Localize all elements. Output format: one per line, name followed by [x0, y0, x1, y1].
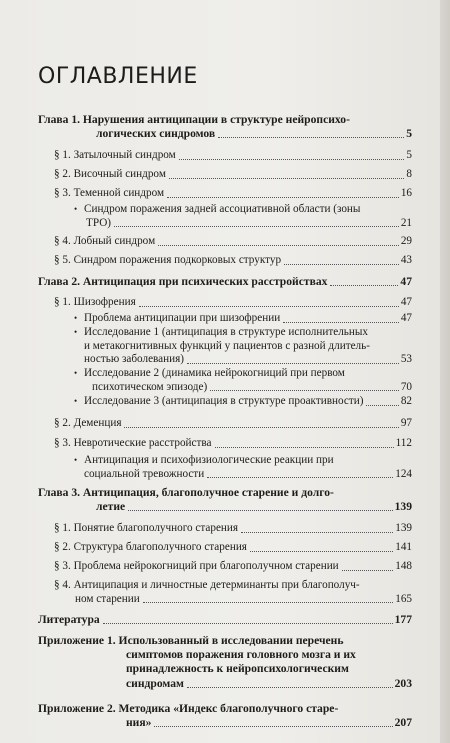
page-number: 139: [395, 522, 412, 534]
toc-entry-subsection[interactable]: [84, 326, 412, 367]
dot-leader: [114, 226, 399, 227]
toc-entry-subsection[interactable]: [84, 454, 412, 481]
entry-label: Глава 2. Антиципация при психических расстройствах: [38, 275, 328, 288]
toc-title: ОГЛАВЛЕНИЕ: [38, 64, 198, 89]
page-number: 8: [406, 168, 412, 180]
dot-leader: [179, 159, 405, 160]
dot-leader: [124, 427, 398, 428]
entry-label: § 3. Теменной синдром: [54, 187, 165, 199]
entry-label: § 1. Понятие благополучного старения: [54, 522, 239, 534]
entry-text-line: социальной тревожности: [84, 467, 205, 480]
page-number: 29: [400, 235, 412, 247]
entry-label: Литература: [38, 613, 100, 626]
entry-text-line: принадлежность к нейропсихологическим: [126, 662, 349, 676]
entry-text-line: ном старении: [75, 592, 140, 605]
page-number: 139: [394, 500, 412, 514]
dot-leader: [169, 178, 405, 179]
dot-leader: [210, 390, 399, 391]
entry-label: Исследование 3 (антиципация в структуре проактивности): [84, 395, 364, 407]
page-number: 47: [400, 312, 412, 324]
entry-text-line: летие: [96, 500, 126, 514]
page-number: 16: [400, 187, 412, 199]
dot-leader: [139, 306, 399, 307]
entry-label: § 5. Синдром поражения подкорковых структур: [54, 254, 282, 266]
toc-entry-section[interactable]: [54, 417, 412, 431]
dot-leader: [207, 477, 393, 478]
bullet-icon: •: [74, 455, 78, 465]
entry-label: § 2. Деменция: [54, 417, 122, 429]
toc-entry-subsection[interactable]: [84, 395, 412, 409]
dot-leader: [215, 447, 394, 448]
dot-leader: [250, 551, 393, 552]
entry-label: § 3. Проблема нейрокогниций при благополучном старении: [54, 560, 339, 572]
dot-leader: [128, 510, 392, 511]
toc-entry-chapter-3[interactable]: [38, 486, 412, 514]
page-number: 47: [400, 275, 412, 288]
page-number: 5: [406, 127, 412, 141]
entry-label: § 2. Височный синдром: [54, 168, 166, 180]
toc-entry-subsection[interactable]: [84, 367, 412, 394]
entry-text-line: Синдром поражения задней ассоциативной области (зоны: [84, 203, 361, 215]
dot-leader: [167, 197, 399, 198]
dot-leader: [187, 363, 399, 364]
entry-label: § 3. Невротические расстройства: [54, 437, 212, 449]
page-number: 207: [394, 716, 412, 730]
bullet-icon: •: [74, 313, 78, 323]
dot-leader: [154, 726, 392, 727]
dot-leader: [283, 322, 399, 323]
page-number: 82: [400, 395, 412, 407]
dot-leader: [342, 570, 394, 571]
page-number: 97: [400, 417, 412, 429]
toc-entry-section[interactable]: [54, 560, 412, 574]
dot-leader: [218, 137, 404, 138]
page-number: 47: [400, 296, 412, 308]
entry-text-line: ТРО): [86, 216, 111, 229]
entry-text-line: Исследование 1 (антиципация в структуре исполнительных: [84, 326, 368, 338]
dot-leader: [366, 405, 398, 406]
toc-entry-section[interactable]: [54, 522, 412, 536]
page-number: 21: [400, 216, 412, 229]
entry-label: § 4. Лобный синдром: [54, 235, 156, 247]
dot-leader: [158, 245, 399, 246]
toc-entry-section[interactable]: [54, 235, 412, 249]
page-number: 70: [400, 380, 412, 393]
bullet-icon: •: [74, 204, 78, 214]
entry-text-line: Приложение 1. Использованный в исследовании перечень: [38, 634, 344, 647]
entry-text-line: § 4. Антиципация и личностные детерминанты при благополуч-: [54, 579, 360, 591]
page-number: 203: [394, 676, 412, 690]
dot-leader: [187, 687, 393, 688]
toc-entry-section[interactable]: [54, 149, 412, 163]
toc-entry-section[interactable]: [54, 168, 412, 182]
entry-text-line: Приложение 2. Методика «Индекс благополучного старе-: [38, 702, 339, 715]
toc-entry-subsection[interactable]: [84, 312, 412, 326]
entry-text-line: Глава 3. Антиципация, благополучное старение и долго-: [38, 486, 334, 499]
dot-leader: [284, 264, 399, 265]
toc-entry-chapter-1[interactable]: [38, 113, 412, 141]
toc-entry-literature[interactable]: [38, 613, 412, 627]
dot-leader: [103, 623, 393, 624]
bullet-icon: •: [74, 368, 78, 378]
toc-entry-section[interactable]: [54, 437, 412, 451]
toc-entry-section[interactable]: [54, 541, 412, 555]
page-number: 43: [400, 254, 412, 266]
entry-text-line: Исследование 2 (динамика нейрокогниций при первом: [84, 367, 345, 379]
page-number: 177: [394, 613, 412, 626]
toc-entry-appendix-2[interactable]: [38, 702, 412, 730]
toc-entry-chapter-2[interactable]: [38, 275, 412, 289]
entry-label: § 1. Затылочный синдром: [54, 149, 176, 161]
entry-text-line: логических синдромов: [96, 127, 216, 141]
dot-leader: [330, 285, 398, 286]
bullet-icon: •: [74, 327, 78, 337]
entry-text-line: ния»: [126, 716, 152, 730]
entry-text-line: ностью заболевания): [84, 353, 184, 366]
entry-label: Проблема антиципации при шизофрении: [84, 312, 281, 324]
entry-text-line: симптомов поражения головного мозга и их: [126, 648, 356, 662]
entry-text-line: и метакогнитивных функций у пациентов с разной длитель-: [84, 339, 370, 352]
toc-entry-subsection[interactable]: [84, 203, 412, 230]
page-number: 124: [395, 467, 412, 480]
entry-text-line: Антиципация и психофизиологические реакции при: [84, 454, 334, 466]
toc-entry-appendix-1[interactable]: [38, 634, 412, 691]
page-number: 53: [400, 353, 412, 366]
entry-text-line: психотическом эпизоде): [92, 380, 208, 393]
entry-label: § 1. Шизофрения: [54, 296, 136, 308]
toc-entry-section[interactable]: [54, 254, 412, 268]
entry-text-line: синдромам: [126, 676, 184, 690]
page-number: 148: [395, 560, 412, 572]
bullet-icon: •: [74, 396, 78, 406]
toc-entry-section[interactable]: [54, 187, 412, 201]
entry-label: § 2. Структура благополучного старения: [54, 541, 247, 553]
entry-text-line: Глава 1. Нарушения антиципации в структуре нейропсихо-: [38, 113, 350, 126]
page-number: 112: [395, 437, 412, 449]
page-number: 141: [395, 541, 412, 553]
page-number: 5: [406, 149, 412, 161]
page-number: 165: [395, 592, 412, 605]
toc-entry-section[interactable]: [54, 579, 412, 606]
dot-leader: [143, 602, 393, 603]
toc-entry-section[interactable]: [54, 296, 412, 310]
dot-leader: [241, 532, 393, 533]
